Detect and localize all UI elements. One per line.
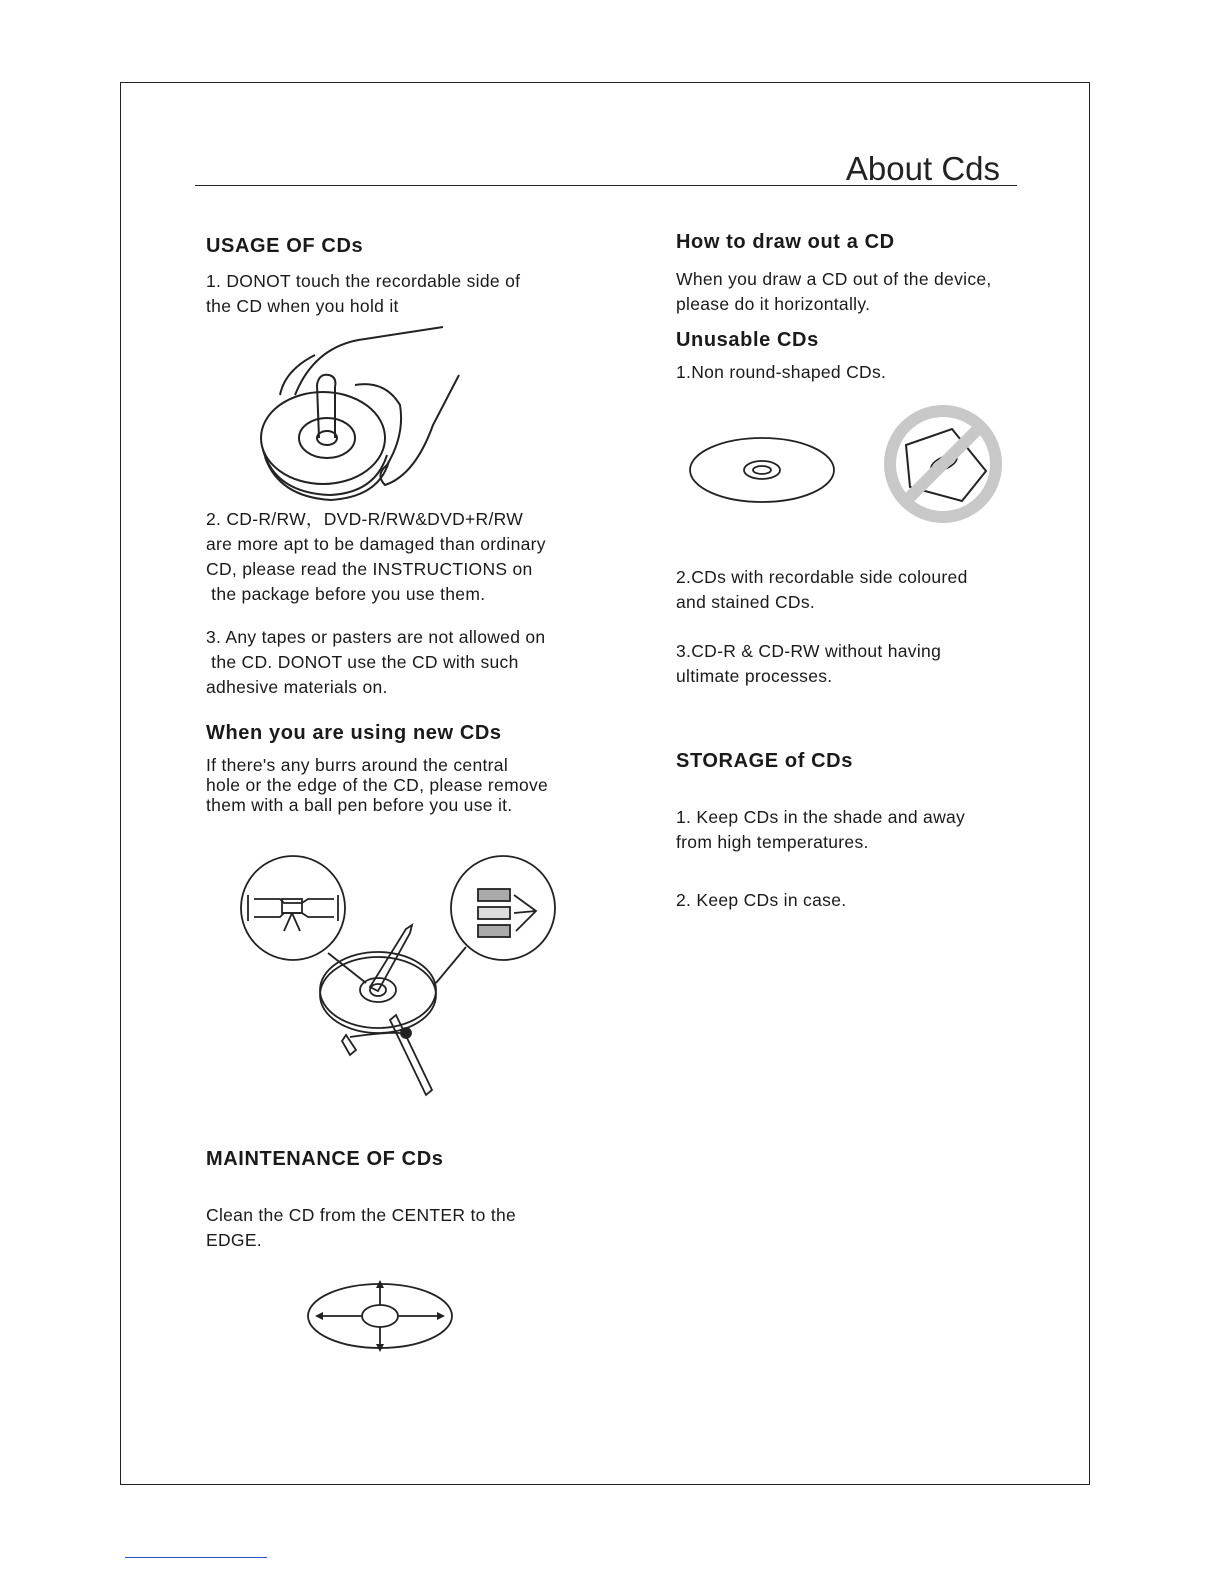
usage-heading: USAGE OF CDs [206, 235, 364, 257]
unusable-item-1-line: 1.Non round-shaped CDs. [676, 362, 887, 382]
unusable-item-3 [676, 639, 941, 689]
unusable-heading: Unusable CDs [676, 329, 819, 351]
new-cds-line: them with a ball pen before you use it. [206, 795, 513, 815]
usage-item-2-line: CD, please read the INSTRUCTIONS on [206, 559, 533, 579]
storage-item-1-line: from high temperatures. [676, 832, 869, 852]
round-cd-icon [688, 436, 836, 504]
draw-out-line: please do it horizontally. [676, 294, 871, 314]
unusable-item-2-line: and stained CDs. [676, 592, 816, 612]
usage-item-2-line: 2. CD-R/RW，DVD-R/RW&DVD+R/RW [206, 509, 524, 529]
storage-item-2 [676, 888, 846, 913]
usage-item-2 [206, 507, 546, 607]
burr-removal-pen-icon [238, 855, 558, 1100]
maintenance-text [206, 1203, 516, 1253]
unusable-item-2 [676, 565, 968, 615]
usage-item-3-line: the CD. DONOT use the CD with such [206, 652, 519, 672]
unusable-item-3-line: 3.CD-R & CD-RW without having [676, 641, 942, 661]
maintenance-heading: MAINTENANCE OF CDs [206, 1148, 444, 1170]
prohibited-non-round-cd-icon [882, 403, 1004, 525]
storage-item-2-line: 2. Keep CDs in case. [676, 890, 847, 910]
new-cds-text [206, 755, 548, 815]
cleaning-direction-icon [305, 1280, 455, 1352]
hand-holding-cd-icon [255, 325, 470, 500]
unusable-item-1 [676, 360, 886, 385]
maintenance-line: EDGE. [206, 1230, 262, 1250]
storage-item-1-line: 1. Keep CDs in the shade and away [676, 807, 966, 827]
new-cds-heading: When you are using new CDs [206, 722, 502, 744]
usage-item-1-line: 1. DONOT touch the recordable side of [206, 271, 521, 291]
usage-item-2-line: are more apt to be damaged than ordinary [206, 534, 546, 554]
new-cds-line: hole or the edge of the CD, please remove [206, 775, 549, 795]
unusable-item-3-line: ultimate processes. [676, 666, 833, 686]
maintenance-line: Clean the CD from the CENTER to the [206, 1205, 517, 1225]
usage-item-1 [206, 269, 520, 319]
unusable-item-2-line: 2.CDs with recordable side coloured [676, 567, 968, 587]
usage-item-1-line: the CD when you hold it [206, 296, 399, 316]
usage-item-3-line: 3. Any tapes or pasters are not allowed on [206, 627, 546, 647]
draw-out-text [676, 267, 992, 317]
usage-item-2-line: the package before you use them. [206, 584, 486, 604]
usage-item-3-line: adhesive materials on. [206, 677, 388, 697]
draw-out-heading: How to draw out a CD [676, 231, 895, 253]
title-rule [195, 185, 1017, 186]
storage-heading: STORAGE of CDs [676, 750, 853, 772]
usage-item-3 [206, 625, 545, 700]
storage-item-1 [676, 805, 965, 855]
new-cds-line: If there's any burrs around the central [206, 755, 509, 775]
page-title: About Cds [845, 150, 1000, 187]
footer-line [125, 1557, 267, 1558]
draw-out-line: When you draw a CD out of the device, [676, 269, 992, 289]
